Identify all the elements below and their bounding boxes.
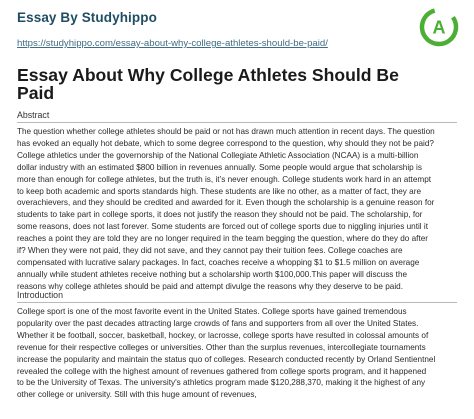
introduction-paragraph <box>17 306 457 401</box>
introduction-line: popularity over the past decades attracting large crowds of fans and supporters from all over the United States. <box>17 318 419 328</box>
abstract-line: reaches a point they are told they are no longer required in the team begging the question, where do they do after <box>17 234 429 244</box>
abstract-line: some reasons, does not last forever. Some students are forced out of college sports due to niggling injuries until it <box>17 222 428 232</box>
essay-title-line-2: Paid <box>17 83 55 103</box>
introduction-line: increase the popularity and maintain the status quo of colleges. Research conducted recently by Orland Sentientnel <box>17 354 436 364</box>
abstract-heading: Abstract <box>17 110 50 120</box>
abstract-line: has evoked an equally hot debate, which to some degree correspond to the question, why should they not be paid? <box>17 138 434 148</box>
introduction-line: other college or university. Still with this huge amount of revenues, <box>17 390 257 400</box>
abstract-line: overachievers, and they should be credited and awarded for it. Even though the scholarship is a genuine reason for <box>17 198 435 208</box>
abstract-paragraph <box>17 126 457 293</box>
studyhippo-logo-icon[interactable] <box>419 7 459 47</box>
abstract-divider <box>17 122 457 123</box>
abstract-line: students to take part in college sports, it does not justify the reason they should not be paid. The scholarship, for <box>17 210 423 220</box>
abstract-line: dollar industry with an estimated $800 billion in revenues annually. Some people would argue that scholarship is <box>17 162 422 172</box>
essay-title <box>17 66 457 102</box>
introduction-line: to be the University of Texas. The university's athletics program made $120,288,370, making it the highest of any <box>17 378 426 388</box>
abstract-line: compensated with lucrative salary packages. In fact, coaches receive a whopping $1 to $1.5 million on average <box>17 257 420 267</box>
abstract-line: if? When they were not paid, they did not save, and they cannot pay their tuition fees. College coaches are <box>17 246 403 256</box>
introduction-line: College sport is one of the most favorite event in the United States. College sports have gained tremendous <box>17 307 407 316</box>
introduction-line: Whether it be football, soccer, basketball, hockey, or lacrosse, college sports have resulted in colossal amounts of <box>17 330 429 340</box>
abstract-line: reasons why college athletes should be paid and attempt divulge the reasons why they deserve to be paid. <box>17 281 403 291</box>
site-title[interactable]: Essay By Studyhippo <box>17 10 157 25</box>
abstract-line: College athletics under the governorship of the National Collegiate Athletic Association (NCAA) is a multi-billion <box>17 150 419 160</box>
introduction-divider <box>17 302 457 303</box>
site-header <box>0 0 474 62</box>
abstract-line: to keep both academic and sports standards high. These students are like no other, as a matter of fact, they are <box>17 186 422 196</box>
page-url-link[interactable]: https://studyhippo.com/essay-about-why-college-athletes-should-be-paid/ <box>17 38 328 49</box>
abstract-line: more than enough for college athletes, but the truth is, it’s never enough. College students work hard in an attempt <box>17 174 432 184</box>
abstract-line: The question whether college athletes should be paid or not has drawn much attention in recent days. The question <box>17 127 435 136</box>
introduction-line: revealed the college with the highest amount of revenues gathered from college sports program, and it happened <box>17 366 427 376</box>
introduction-heading: Introduction <box>17 290 63 300</box>
essay-title-line-1: Essay About Why College Athletes Should Be <box>17 65 399 85</box>
logo-letter: A <box>432 17 446 38</box>
introduction-line: revenue for their respective colleges or universities. Other than the surplus revenues, intercollegiate tournaments <box>17 342 426 352</box>
abstract-line: annually while student athletes receive nothing but a scholarship worth $100,000.This paper will discuss the <box>17 269 408 279</box>
